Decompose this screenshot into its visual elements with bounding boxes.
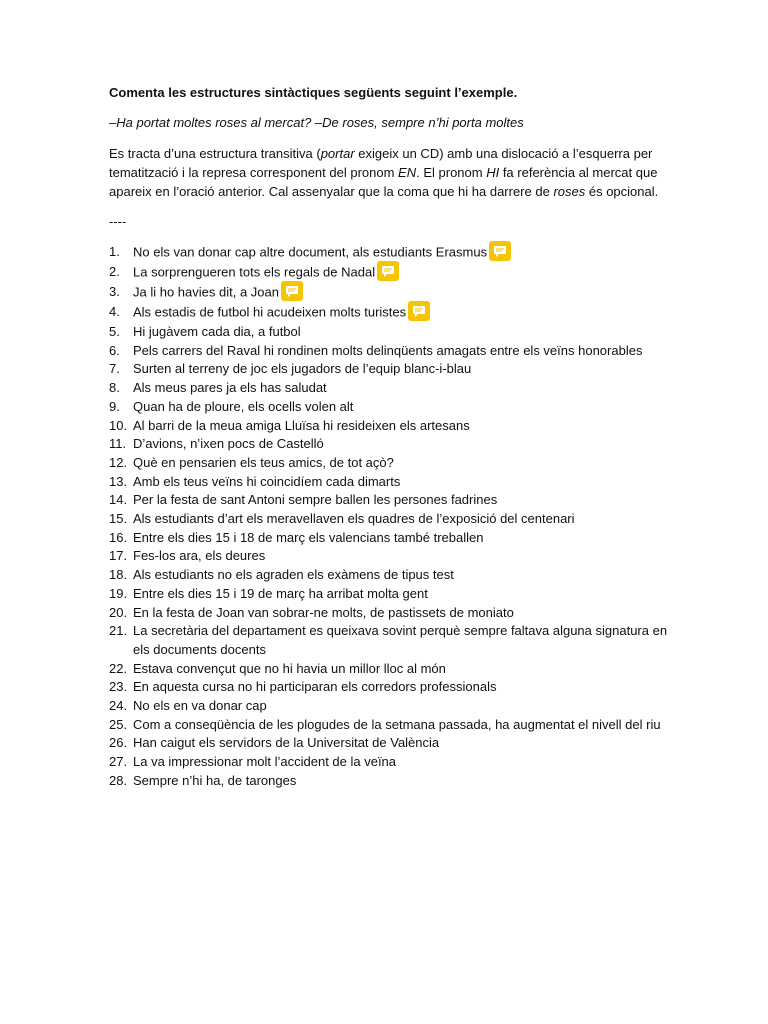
- list-item: [109, 243, 669, 263]
- item-number: 3.: [109, 284, 120, 299]
- item-text: [133, 379, 669, 398]
- item-text: [133, 716, 669, 735]
- list-item: [109, 772, 669, 791]
- item-sentence: Quan ha de ploure, els ocells volen alt: [133, 398, 354, 414]
- exercise-list: [109, 243, 669, 791]
- item-number: 27.: [109, 754, 128, 770]
- item-sentence: En aquesta cursa no hi participaran els corredors professionals: [133, 679, 497, 695]
- list-item: [109, 547, 669, 566]
- item-text: [133, 398, 669, 417]
- item-number: 10.: [109, 417, 128, 433]
- list-item: [109, 660, 669, 679]
- item-text: [133, 417, 669, 436]
- item-text: [133, 323, 669, 342]
- item-sentence: Ja li ho havies dit, a Joan: [133, 284, 279, 300]
- item-number: 7.: [109, 361, 120, 377]
- item-text: [133, 566, 669, 585]
- item-sentence: No els en va donar cap: [133, 698, 267, 714]
- item-sentence: Estava convençut que no hi havia un millor lloc al món: [133, 660, 446, 676]
- list-item: [109, 454, 669, 473]
- explanation-text: fa referència al mercat que apareix en l’oració anterior. Cal assenyalar que la coma que hi ha darrere de: [109, 165, 658, 199]
- item-sentence: Hi jugàvem cada dia, a futbol: [133, 324, 301, 339]
- item-text: [133, 622, 669, 659]
- item-number: 2.: [109, 264, 120, 279]
- item-text: [133, 678, 669, 697]
- item-sentence: Entre els dies 15 i 19 de març ha arribat molta gent: [133, 585, 428, 601]
- item-sentence: Surten al terreny de joc els jugadors de l’equip blanc-i-blau: [133, 361, 472, 377]
- list-item: [109, 360, 669, 379]
- item-number: 8.: [109, 380, 120, 396]
- example-sentence: –Ha portat moltes roses al mercat? –De roses, sempre n’hi porta moltes: [109, 115, 524, 130]
- example-explanation: [109, 144, 669, 201]
- item-text: [133, 243, 669, 263]
- item-number: 16.: [109, 529, 128, 545]
- item-sentence: Als estudiants no els agraden els exàmens de tipus test: [133, 567, 454, 583]
- item-number: 22.: [109, 660, 128, 676]
- item-sentence: Fes-los ara, els deures: [133, 548, 266, 564]
- item-text: [133, 283, 669, 303]
- item-text: [133, 604, 669, 623]
- list-item: [109, 491, 669, 510]
- item-number: 21.: [109, 623, 128, 639]
- item-number: 26.: [109, 735, 128, 751]
- item-number: 5.: [109, 324, 120, 339]
- item-text: [133, 454, 669, 473]
- item-sentence: Com a conseqüència de les plogudes de la setmana passada, ha augmentat el nivell del riu: [133, 716, 661, 732]
- explanation-italic: EN: [398, 165, 417, 180]
- item-text: [133, 772, 669, 791]
- item-number: 9.: [109, 398, 120, 414]
- item-text: [133, 263, 669, 283]
- list-item: [109, 283, 669, 303]
- item-sentence: D’avions, n’ixen pocs de Castelló: [133, 436, 324, 452]
- list-item: [109, 510, 669, 529]
- list-item: [109, 342, 669, 361]
- item-sentence: La secretària del departament es queixava sovint perquè sempre faltava alguna signatura en els documents docents: [133, 623, 668, 657]
- item-number: 6.: [109, 342, 120, 358]
- comment-icon[interactable]: [377, 261, 399, 281]
- item-number: 17.: [109, 548, 128, 564]
- explanation-text: és opcional.: [585, 184, 659, 199]
- item-sentence: En la festa de Joan van sobrar-ne molts, de pastissets de moniato: [133, 604, 514, 620]
- list-item: [109, 566, 669, 585]
- item-text: [133, 585, 669, 604]
- item-sentence: No els van donar cap altre document, als estudiants Erasmus: [133, 244, 488, 260]
- list-item: [109, 473, 669, 492]
- item-sentence: Als estadis de futbol hi acudeixen molts turistes: [133, 304, 407, 320]
- item-sentence: La sorprengueren tots els regals de Nadal: [133, 264, 376, 280]
- item-sentence: Pels carrers del Raval hi rondinen molts delinqüents amagats entre els veïns honorables: [133, 342, 643, 358]
- document-title: Comenta les estructures sintàctiques següents seguint l’exemple.: [109, 85, 518, 100]
- item-text: [133, 491, 669, 510]
- item-number: 23.: [109, 679, 128, 695]
- item-sentence: Al barri de la meua amiga Lluïsa hi resideixen els artesans: [133, 417, 470, 433]
- list-item: [109, 303, 669, 323]
- item-number: 28.: [109, 772, 128, 788]
- explanation-text: Es tracta d’una estructura transitiva (: [109, 146, 321, 161]
- document-page: [109, 84, 669, 791]
- list-item: [109, 678, 669, 697]
- list-item: [109, 398, 669, 417]
- item-text: [133, 303, 669, 323]
- list-item: [109, 263, 669, 283]
- list-item: [109, 697, 669, 716]
- item-text: [133, 435, 669, 454]
- list-item: [109, 604, 669, 623]
- explanation-text: . El pronom: [416, 165, 487, 180]
- explanation-text: exigeix un CD) amb una dislocació a l’esquerra per tematització i la represa corresponent del pronom: [109, 146, 653, 180]
- item-sentence: Sempre n’hi ha, de taronges: [133, 772, 297, 788]
- explanation-italic: HI: [486, 165, 500, 180]
- item-text: [133, 660, 669, 679]
- list-item: [109, 753, 669, 772]
- list-item: [109, 417, 669, 436]
- list-item: [109, 379, 669, 398]
- item-sentence: Han caigut els servidors de la Universitat de València: [133, 735, 440, 751]
- comment-icon[interactable]: [489, 241, 511, 261]
- explanation-italic: portar: [320, 146, 355, 161]
- comment-icon[interactable]: [408, 301, 430, 321]
- comment-icon[interactable]: [281, 281, 303, 301]
- item-number: 13.: [109, 473, 128, 489]
- item-text: [133, 547, 669, 566]
- separator: ----: [109, 214, 127, 229]
- item-number: 18.: [109, 567, 128, 583]
- item-number: 19.: [109, 585, 128, 601]
- item-sentence: La va impressionar molt l’accident de la veïna: [133, 754, 397, 770]
- item-sentence: Per la festa de sant Antoni sempre ballen les persones fadrines: [133, 492, 498, 508]
- item-sentence: Als estudiants d’art els meravellaven els quadres de l’exposició del centenari: [133, 511, 575, 527]
- item-number: 1.: [109, 244, 120, 259]
- item-sentence: Amb els teus veïns hi coincidíem cada dimarts: [133, 473, 401, 489]
- item-text: [133, 697, 669, 716]
- list-item: [109, 734, 669, 753]
- item-number: 4.: [109, 304, 120, 319]
- explanation-italic: roses: [553, 184, 586, 199]
- list-item: [109, 622, 669, 659]
- item-text: [133, 753, 669, 772]
- item-text: [133, 510, 669, 529]
- item-text: [133, 360, 669, 379]
- item-number: 24.: [109, 698, 128, 714]
- list-item: [109, 529, 669, 548]
- list-item: [109, 716, 669, 735]
- item-number: 15.: [109, 511, 128, 527]
- item-sentence: Als meus pares ja els has saludat: [133, 380, 327, 396]
- item-number: 12.: [109, 454, 128, 470]
- item-text: [133, 529, 669, 548]
- item-number: 25.: [109, 716, 128, 732]
- list-item: [109, 323, 669, 342]
- list-item: [109, 585, 669, 604]
- item-text: [133, 342, 669, 361]
- item-number: 14.: [109, 492, 128, 508]
- item-number: 20.: [109, 604, 128, 620]
- item-number: 11.: [109, 436, 127, 452]
- item-text: [133, 734, 669, 753]
- item-sentence: Entre els dies 15 i 18 de març els valencians també treballen: [133, 529, 484, 545]
- list-item: [109, 435, 669, 454]
- item-sentence: Què en pensarien els teus amics, de tot açò?: [133, 454, 394, 470]
- item-text: [133, 473, 669, 492]
